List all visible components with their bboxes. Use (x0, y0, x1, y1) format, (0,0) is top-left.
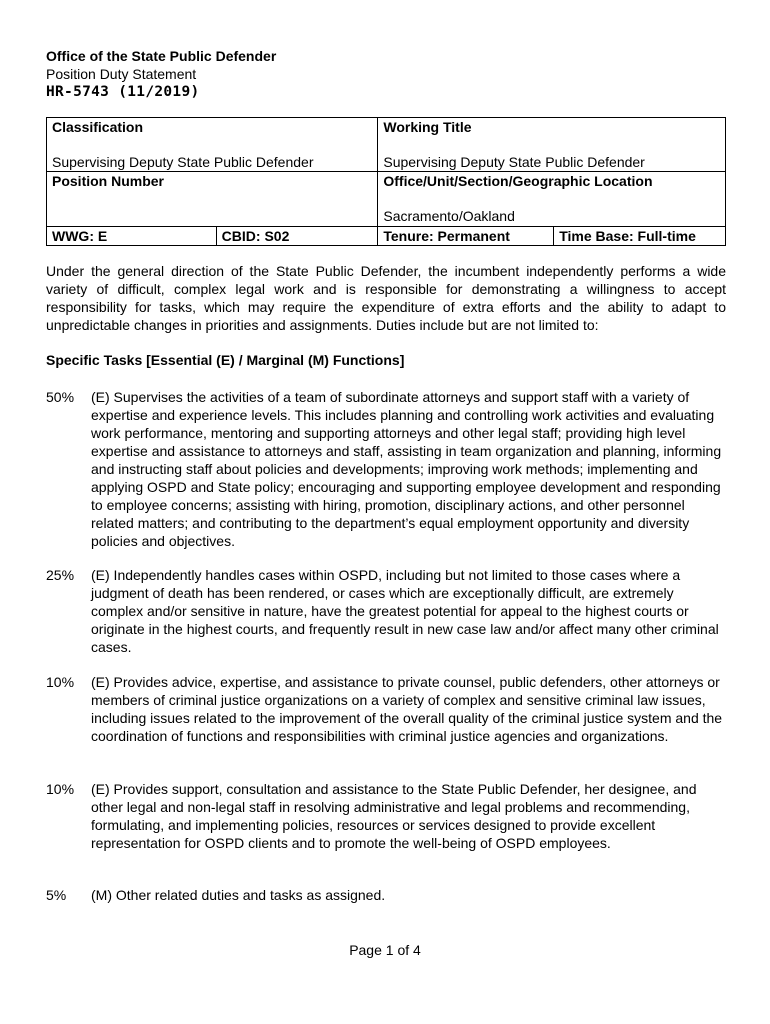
tasks-heading: Specific Tasks [Essential (E) / Marginal (M) Functions] (46, 352, 405, 368)
wwg-cell (47, 227, 217, 246)
location-value: Sacramento/Oakland (383, 208, 515, 224)
location-cell (378, 172, 726, 227)
wwg-value: WWG: E (52, 228, 108, 244)
document-header (46, 47, 276, 101)
intro-paragraph: Under the general direction of the State Public Defender, the incumbent independently performs a wide variety of difficult, complex legal work and is responsible for demonstrating a willingness to accept responsibility for tasks, which may require the expenditure of extra efforts and the ability to adapt to unpredictable changes in priorities and assignments. Duties include but are not limited to: (46, 263, 726, 333)
task-description: (E) Provides advice, expertise, and assistance to private counsel, public defenders, other attorneys or members of criminal justice organizations on a variety of complex and sensitive criminal law issues, including issues related to the improvement of the overall quality of the criminal justice system and the coordination of functions and responsibilities with criminal justice agencies and organizations. (91, 674, 723, 744)
task-item (46, 388, 726, 550)
working-title-cell (378, 118, 726, 172)
task-item (46, 673, 726, 745)
organization-name: Office of the State Public Defender (46, 48, 277, 64)
working-title-label: Working Title (383, 119, 472, 135)
task-percent: 25% (46, 567, 75, 583)
task-description: (E) Independently handles cases within OSPD, including but not limited to those cases where a judgment of death has been rendered, or cases which are exceptionally difficult, are extremely complex and/or sensitive in nature, have the greatest potential for appeal to the highest courts or originate in the highest courts, and frequently result in new case law and/or affect many other criminal cases. (91, 567, 719, 655)
working-title-value: Supervising Deputy State Public Defender (383, 154, 645, 170)
position-number-label: Position Number (52, 173, 165, 189)
classification-cell (47, 118, 378, 172)
cbid-value: CBID: S02 (221, 228, 290, 244)
form-id: HR-5743 (11/2019) (46, 84, 200, 100)
task-item (46, 886, 726, 904)
tenure-value: Tenure: Permanent (383, 228, 510, 244)
time-base-cell (554, 227, 726, 246)
cbid-cell (216, 227, 378, 246)
position-number-cell (47, 172, 378, 227)
position-info-table (46, 117, 726, 246)
task-percent: 50% (46, 389, 75, 405)
task-description: (E) Supervises the activities of a team of subordinate attorneys and support staff with a variety of expertise and experience levels. This includes planning and controlling work activities and evaluating work performance, mentoring and supporting attorneys and other legal staff; providing high level expertise and assistance to attorneys and staff, assisting in team organization and planning, informing and instructing staff about policies and developments; improving work methods; implementing and applying OSPD and State policy; encouraging and supporting employee development and responding to employee concerns; assisting with hiring, promotion, disciplinary actions, and other personnel related matters; and contributing to the department’s equal employment opportunity and diversity policies and objectives. (91, 389, 722, 549)
time-base-value: Time Base: Full-time (559, 228, 696, 244)
task-description: (E) Provides support, consultation and assistance to the State Public Defender, her designee, and other legal and non-legal staff in resolving administrative and legal problems and recommending, formulating, and implementing policies, resources or services designed to provide excellent representation for OSPD clients and to promote the well-being of OSPD employees. (91, 781, 697, 851)
page-number: Page 1 of 4 (349, 942, 421, 958)
task-description: (M) Other related duties and tasks as assigned. (91, 887, 386, 903)
tenure-cell (378, 227, 554, 246)
classification-label: Classification (52, 119, 144, 135)
task-item (46, 566, 726, 656)
task-percent: 10% (46, 781, 75, 797)
classification-value: Supervising Deputy State Public Defender (52, 154, 314, 170)
document-type: Position Duty Statement (46, 66, 197, 82)
location-label: Office/Unit/Section/Geographic Location (383, 173, 653, 189)
task-percent: 5% (46, 887, 67, 903)
task-item (46, 780, 726, 852)
task-percent: 10% (46, 674, 75, 690)
